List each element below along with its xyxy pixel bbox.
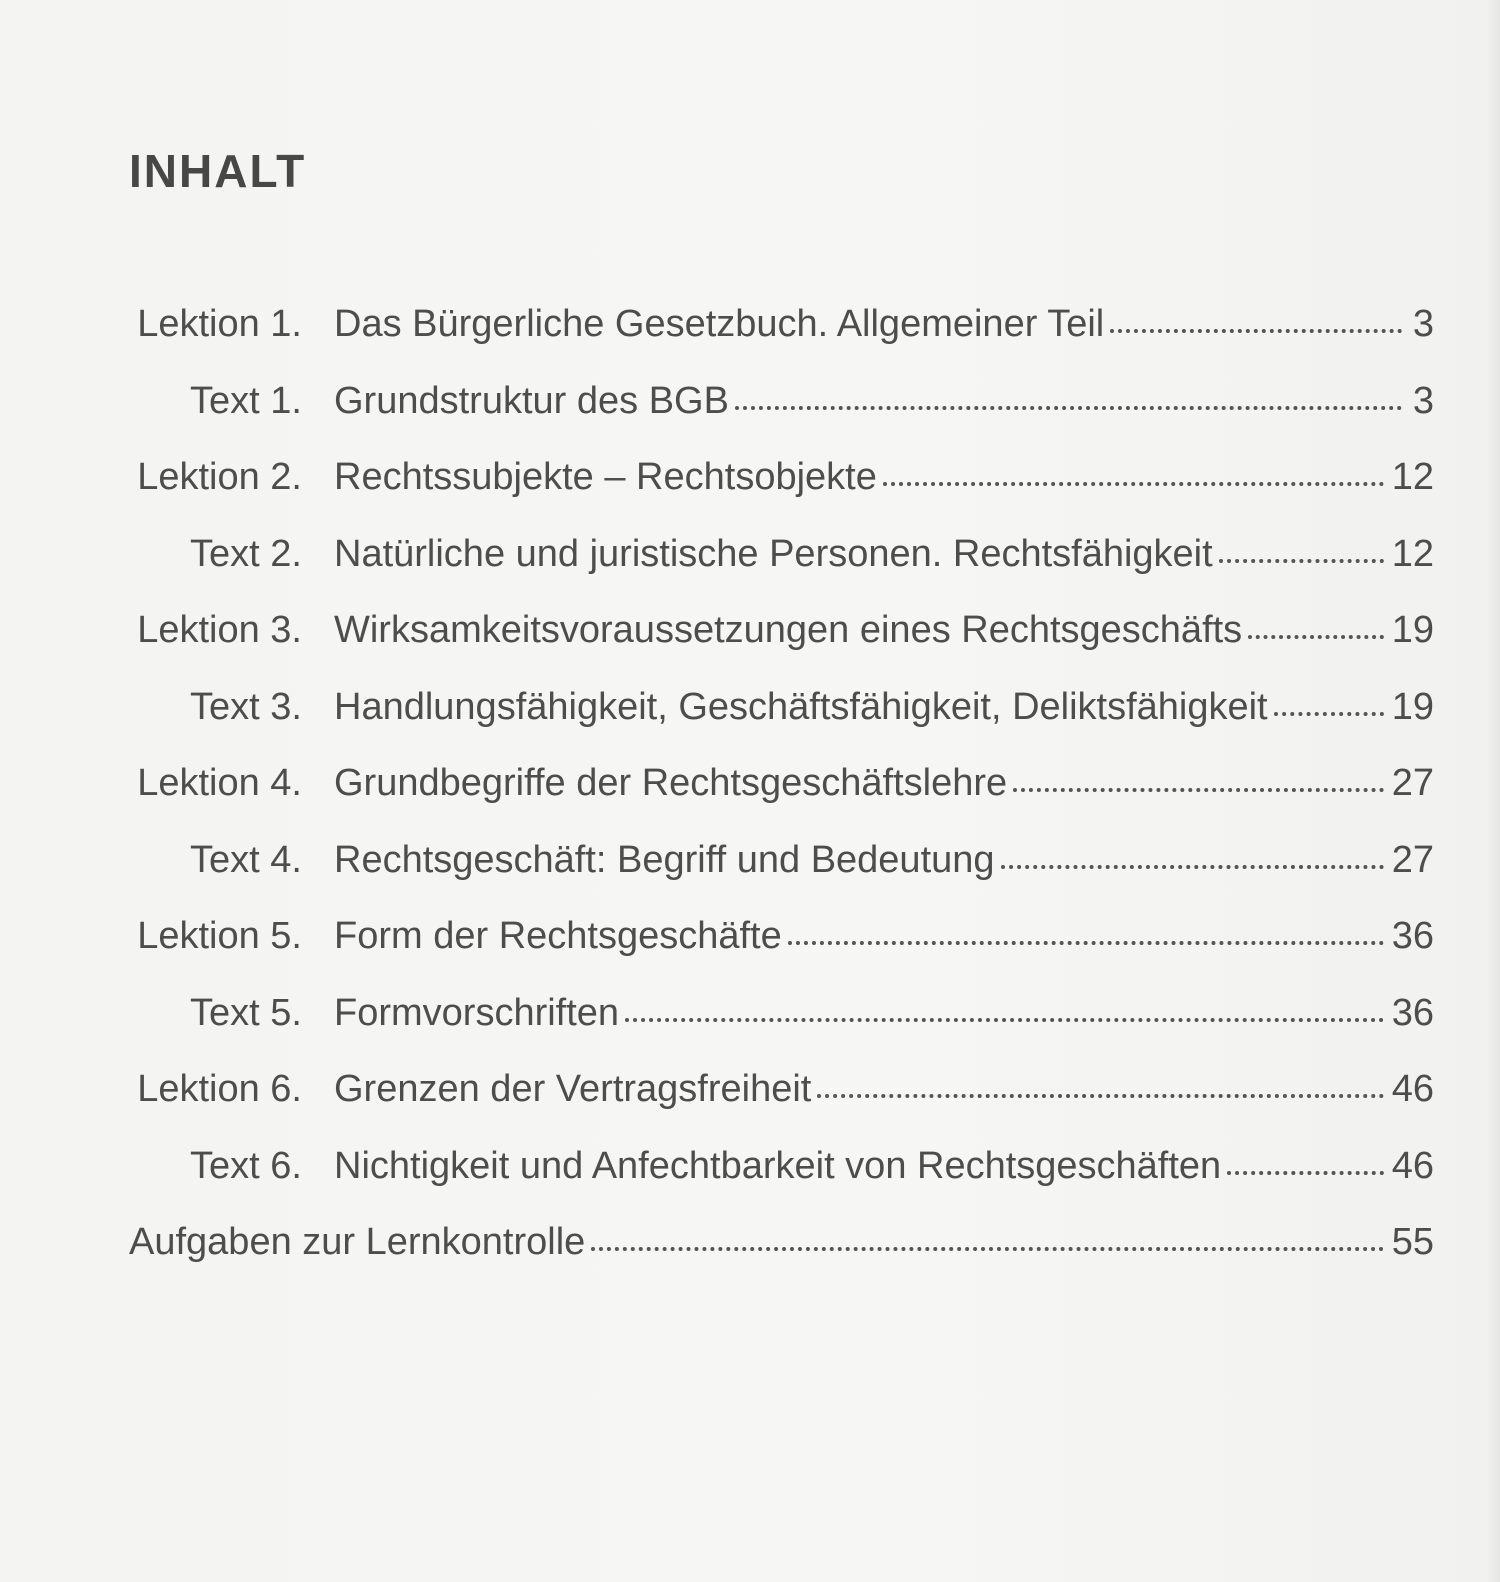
- toc-entry-page: 19: [1391, 685, 1434, 728]
- toc-entry-title: Grundbegriffe der Rechtsgeschäftslehre: [334, 762, 1008, 804]
- toc-entry-title: Wirksamkeitsvoraussetzungen eines Rechtsgeschäfts: [334, 609, 1243, 651]
- toc-entry-page: 27: [1391, 762, 1434, 804]
- toc-entry-label: Lektion 2.: [137, 456, 302, 498]
- toc-entry-page: 12: [1391, 532, 1434, 575]
- toc-entry: [129, 532, 1434, 612]
- toc-entry: [129, 685, 1434, 765]
- toc-entry-page: 36: [1391, 991, 1434, 1034]
- toc-entry-title: Natürliche und juristische Personen. Rechtsfähigkeit: [334, 532, 1213, 575]
- toc-entry-page: 12: [1391, 456, 1434, 498]
- toc-entry-title: Aufgaben zur Lernkontrolle: [129, 1221, 586, 1263]
- toc-entry-label: Lektion 5.: [137, 915, 302, 957]
- toc-entry: [129, 1144, 1434, 1224]
- toc-entry: [129, 458, 1434, 535]
- toc-entry-label: Lektion 1.: [137, 303, 302, 345]
- dot-leader: [1274, 712, 1384, 716]
- dot-leader: [1227, 1171, 1384, 1175]
- toc-entry-title: Grenzen der Vertragsfreiheit: [334, 1068, 812, 1110]
- toc-entry: [129, 611, 1434, 688]
- toc-entry-page: 27: [1391, 838, 1434, 881]
- toc-entry-title: Grundstruktur des BGB: [334, 379, 729, 422]
- toc-entry: [129, 838, 1434, 918]
- toc-entry-title: Rechtssubjekte – Rechtsobjekte: [334, 456, 877, 498]
- toc-entry-page: 19: [1391, 609, 1434, 651]
- toc-entry-title: Handlungsfähigkeit, Geschäftsfähigkeit, Deliktsfähigkeit: [334, 685, 1268, 728]
- toc-entry: [129, 305, 1434, 382]
- toc-entry-label: Text 3.: [190, 685, 302, 728]
- dot-leader: [1001, 865, 1384, 869]
- toc-entry-page: 46: [1391, 1144, 1434, 1187]
- page-title: INHALT: [129, 145, 307, 197]
- toc-entry-title: Rechtsgeschäft: Begriff und Bedeutung: [334, 838, 995, 881]
- toc-entry-label: Lektion 4.: [137, 762, 302, 804]
- toc-entry: [129, 1223, 1434, 1300]
- toc-entry-title: Form der Rechtsgeschäfte: [334, 915, 782, 957]
- dot-leader: [1013, 788, 1384, 792]
- toc-entry-label: Text 6.: [190, 1144, 302, 1187]
- toc-entry-title: Nichtigkeit und Anfechtbarkeit von Rechtsgeschäften: [334, 1144, 1222, 1187]
- toc-entry-label: Text 1.: [190, 379, 302, 422]
- dot-leader: [883, 482, 1384, 486]
- dot-leader: [788, 941, 1384, 945]
- page-edge-shadow: [1486, 0, 1500, 1582]
- toc-entry-label: Lektion 3.: [137, 609, 302, 651]
- toc-entry: [129, 379, 1434, 459]
- toc-entry-label: Text 4.: [190, 838, 302, 881]
- toc-entry: [129, 917, 1434, 994]
- toc-entry: [129, 1070, 1434, 1147]
- toc-entry-page: 46: [1391, 1068, 1434, 1110]
- toc-entry-page: 36: [1391, 915, 1434, 957]
- toc-entry-page: 3: [1412, 379, 1434, 422]
- toc-entry-page: 3: [1412, 303, 1434, 345]
- dot-leader: [735, 406, 1402, 410]
- toc-entry: [129, 764, 1434, 841]
- dot-leader: [625, 1018, 1384, 1022]
- dot-leader: [1110, 329, 1402, 333]
- toc-entry-title: Formvorschriften: [334, 991, 620, 1034]
- dot-leader: [1219, 559, 1384, 563]
- toc-entry-page: 55: [1391, 1221, 1434, 1263]
- toc-entry-title: Das Bürgerliche Gesetzbuch. Allgemeiner Teil: [334, 303, 1105, 345]
- dot-leader: [591, 1247, 1383, 1251]
- toc-entry-label: Text 5.: [190, 991, 302, 1034]
- toc-entry: [129, 991, 1434, 1071]
- table-of-contents: [129, 305, 1434, 1300]
- toc-entry-label: Lektion 6.: [137, 1068, 302, 1110]
- dot-leader: [1248, 635, 1384, 639]
- toc-entry-label: Text 2.: [190, 532, 302, 575]
- dot-leader: [817, 1094, 1383, 1098]
